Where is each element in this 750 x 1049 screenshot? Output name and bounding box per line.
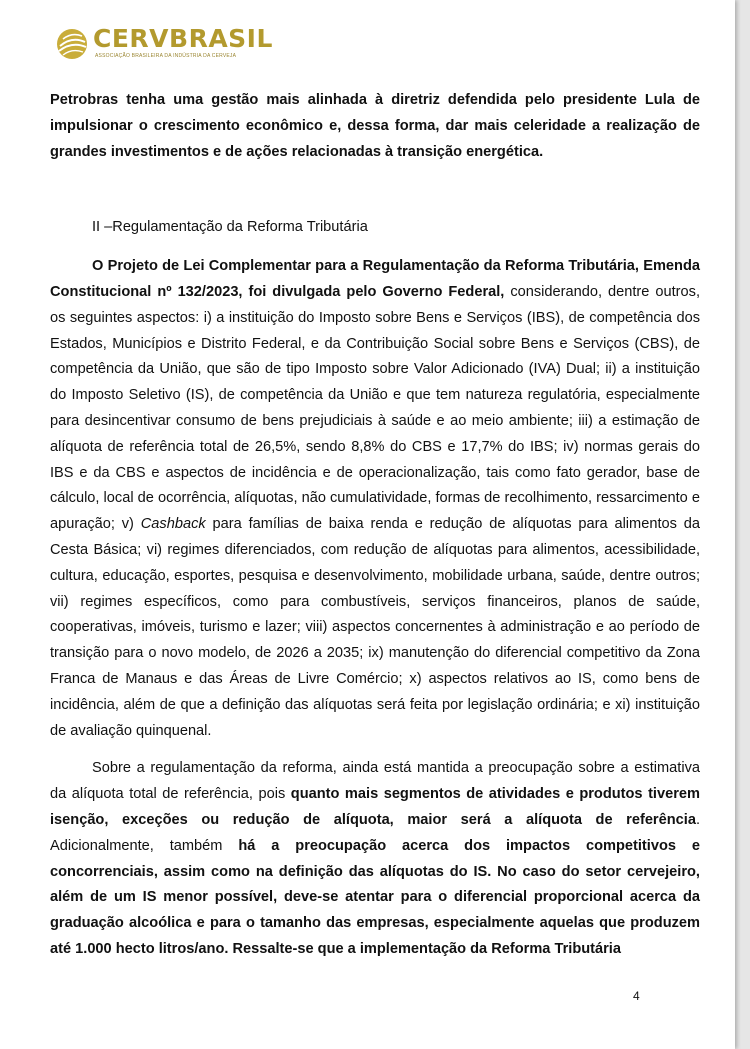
paragraph-bold-highlight: quanto mais segmentos de atividades e produtos tiverem isenção, exceções ou redução de alíquota, maior será a alíquota de referência [50, 786, 700, 828]
paragraph-text: Sobre a regulamentação da reforma, ainda está mantida a preocupação sobre a estimativa da alíquota total de referência, pois [50, 760, 700, 803]
cervbrasil-logo [54, 22, 273, 62]
document-body [50, 88, 700, 963]
logo-subtitle: ASSOCIAÇÃO BRASILEIRA DA INDÚSTRIA DA CERVEJA [95, 52, 237, 59]
paragraph-reform-project [50, 254, 700, 744]
paragraph-italic-term: Cashback [140, 516, 206, 533]
paragraph-text: . Adicionalmente, também [50, 811, 700, 854]
paragraph-text: para famílias de baixa renda e redução de alíquotas para alimentos da Cesta Básica; vi) regimes diferenciados, com redução de alíquotas para alimentos, acessibilidade, cultura, educação, esportes, pesquisa e desenvolvimento, mobilidade urbana, saúde, dentre outros; vii) regimes específicos, como para combustíveis, serviços financeiros, planos de saúde, cooperativas, imóveis, turismo e lazer; viii) aspectos concernentes à administração e ao período de transição para o novo modelo, de 2026 a 2035; ix) manutenção do diferencial competitivo da Zona Franca de Manaus e das Áreas de Livre Comércio; x) aspectos relativos ao IS, como bens de incidência, além de que a definição das alíquotas será feita por legislação ordinária; e xi) instituição de avaliação quinquenal. [50, 516, 700, 739]
paragraph-bold-lead: O Projeto de Lei Complementar para a Regulamentação da Reforma Tributária, Emenda Constitucional nº 132/2023, foi divulgada pelo Governo Federal, [50, 258, 700, 300]
paragraph-text: considerando, dentre outros, os seguintes aspectos: i) a instituição do Imposto sobre Bens e Serviços (IBS), de competência dos Estados, Municípios e Distrito Federal, e da Contribuição Social sobre Bens e Serviços (CBS), de competência da União, que são de tipo Imposto sobre Valor Adicionado (IVA) Dual; ii) a instituição do Imposto Seletivo (IS), de competência da União e que tem natureza regulatória, especialmente para desincentivar consumo de bens prejudiciais à saúde e ao meio ambiente; iii) a estimação de alíquota de referência total de 26,5%, sendo 8,8% do CBS e 17,7% do IBS; iv) normas gerais do IBS e da CBS e aspectos de incidência e de operacionalização, tais como fato gerador, base de cálculo, local de ocorrência, alíquotas, não cumulatividade, formas de recolhimento, ressarcimento e apuração; v) [50, 283, 701, 533]
section-heading: II –Regulamentação da Reforma Tributária [92, 219, 368, 236]
paragraph-bold-highlight: há a preocupação acerca dos impactos competitivos e concorrenciais, assim como na definição das alíquotas do IS. No caso do setor cervejeiro, além de um IS menor possível, deve-se atentar para o diferencial proporcional acerca da graduação alcoólica e para o tamanho das empresas, especialmente aquelas que produzem até 1.000 hecto litros/ano. Ressalte-se que a implementação da Reforma Tributária [50, 837, 700, 957]
paragraph-continuation: Petrobras tenha uma gestão mais alinhada à diretriz defendida pelo presidente Lula de impulsionar o crescimento econômico e, dessa forma, dar mais celeridade a realização de grandes investimentos e de ações relacionadas à transição energética. [50, 92, 700, 160]
logo-name: CERVBRASIL [93, 23, 273, 53]
page-number: 4 [633, 989, 640, 1003]
paragraph-regulation-concerns [50, 756, 700, 962]
wheat-emblem-icon [54, 26, 90, 62]
